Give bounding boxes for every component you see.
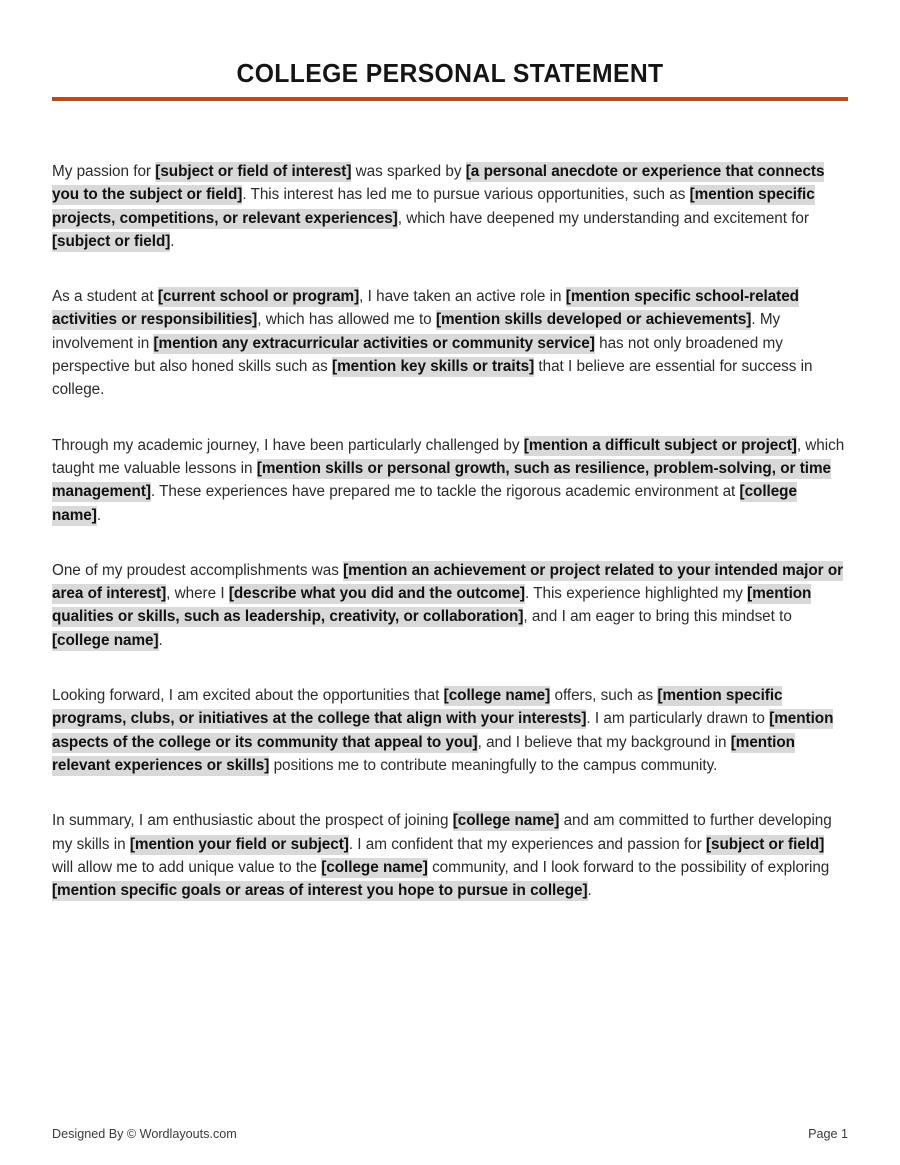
- placeholder-field[interactable]: [subject or field]: [705, 835, 825, 853]
- body-text-run: community, and I look forward to the possibility of exploring: [427, 858, 830, 876]
- placeholder-field[interactable]: [mention skills or personal growth, such as resilience, problem-solving, or time management]: [52, 459, 831, 501]
- body-text-run: My passion for: [52, 163, 156, 180]
- page-footer: [52, 1127, 848, 1141]
- body-text-run: . This interest has led me to pursue various opportunities, such as: [242, 186, 690, 204]
- body-text-run: , I have taken an active role in: [359, 288, 566, 306]
- body-text-run: Through my academic journey, I have been particularly challenged by: [52, 436, 524, 454]
- placeholder-field[interactable]: [mention an achievement or project related to your intended major or area of interest]: [52, 561, 844, 603]
- body-text-run: In summary, I am enthusiastic about the prospect of joining: [52, 812, 453, 830]
- body-paragraph: [52, 285, 848, 401]
- body-text-run: . This experience highlighted my: [524, 585, 748, 603]
- body-text-run: As a student at: [52, 288, 158, 306]
- body-text-run: will allow me to add unique value to the: [52, 858, 322, 876]
- placeholder-field[interactable]: [college name]: [52, 483, 797, 524]
- placeholder-field[interactable]: [subject or field]: [52, 232, 171, 250]
- body-paragraph: [52, 809, 848, 902]
- placeholder-field[interactable]: [subject or field of interest]: [155, 163, 352, 180]
- body-text-run: , and I am eager to bring this mindset to: [523, 608, 792, 626]
- placeholder-field[interactable]: [college name]: [52, 631, 159, 649]
- document-body: [52, 160, 848, 902]
- placeholder-field[interactable]: [college name]: [443, 687, 551, 705]
- body-text-run: .: [96, 506, 102, 524]
- body-text-run: . These experiences have prepared me to tackle the rigorous academic environment at: [150, 483, 740, 501]
- placeholder-field[interactable]: [mention specific programs, clubs, or initiatives at the college that align with your interests]: [52, 687, 783, 728]
- body-text-run: . I am confident that my experiences and passion for: [348, 835, 706, 853]
- body-text-run: Looking forward, I am excited about the opportunities that: [52, 687, 444, 705]
- body-text-run: positions me to contribute meaningfully to the campus community.: [269, 756, 718, 774]
- placeholder-field[interactable]: [mention aspects of the college or its community that appeal to you]: [52, 710, 834, 751]
- placeholder-field[interactable]: [a personal anecdote or experience that connects you to the subject or field]: [52, 163, 825, 204]
- placeholder-field[interactable]: [mention key skills or traits]: [332, 358, 535, 376]
- placeholder-field[interactable]: [mention specific projects, competitions, or relevant experiences]: [52, 186, 815, 227]
- placeholder-field[interactable]: [mention specific goals or areas of interest you hope to pursue in college]: [52, 882, 588, 900]
- body-text-run: .: [170, 232, 175, 250]
- page-title: COLLEGE PERSONAL STATEMENT: [236, 58, 664, 88]
- placeholder-field[interactable]: [college name]: [452, 812, 560, 830]
- placeholder-field[interactable]: [mention any extracurricular activities or community service]: [153, 334, 595, 352]
- body-text-run: that I believe are essential for success in college.: [52, 358, 813, 399]
- footer-page-number: Page 1: [808, 1127, 848, 1141]
- placeholder-field[interactable]: [college name]: [321, 858, 428, 876]
- placeholder-field[interactable]: [mention skills developed or achievements]: [435, 311, 752, 329]
- placeholder-field[interactable]: [mention your field or subject]: [129, 835, 349, 853]
- body-text-run: , which have deepened my understanding and excitement for: [397, 209, 809, 227]
- placeholder-field[interactable]: [mention specific school-related activities or responsibilities]: [52, 288, 799, 329]
- placeholder-field[interactable]: [describe what you did and the outcome]: [228, 585, 525, 603]
- placeholder-field[interactable]: [current school or program]: [157, 288, 360, 306]
- body-text-run: , which taught me valuable lessons in: [52, 436, 845, 477]
- placeholder-field[interactable]: [mention relevant experiences or skills]: [52, 733, 795, 774]
- body-text-run: was sparked by: [351, 163, 466, 180]
- body-text-run: One of my proudest accomplishments was: [52, 561, 344, 579]
- body-text-run: , where I: [166, 585, 229, 603]
- body-text-run: , which has allowed me to: [257, 311, 436, 329]
- body-paragraph: [52, 559, 848, 652]
- body-text-run: and am committed to further developing my skills in: [52, 812, 832, 853]
- body-text-run: has not only broadened my perspective but also honed skills such as: [52, 334, 783, 376]
- body-text-run: . My involvement in: [52, 311, 781, 352]
- body-text-run: . I am particularly drawn to: [586, 710, 770, 728]
- body-paragraph: [52, 684, 848, 777]
- placeholder-field[interactable]: [mention a difficult subject or project]: [523, 436, 797, 454]
- body-text-run: , and I believe that my background in: [477, 733, 731, 751]
- placeholder-field[interactable]: [mention qualities or skills, such as leadership, creativity, or collaboration]: [52, 585, 812, 626]
- body-text-run: .: [587, 882, 592, 900]
- body-text-run: offers, such as: [550, 687, 658, 705]
- title-divider-rule: [52, 97, 848, 101]
- footer-credit: Designed By © Wordlayouts.com: [52, 1127, 237, 1141]
- body-paragraph: [52, 160, 848, 253]
- body-text-run: .: [158, 631, 163, 649]
- body-paragraph: [52, 434, 848, 527]
